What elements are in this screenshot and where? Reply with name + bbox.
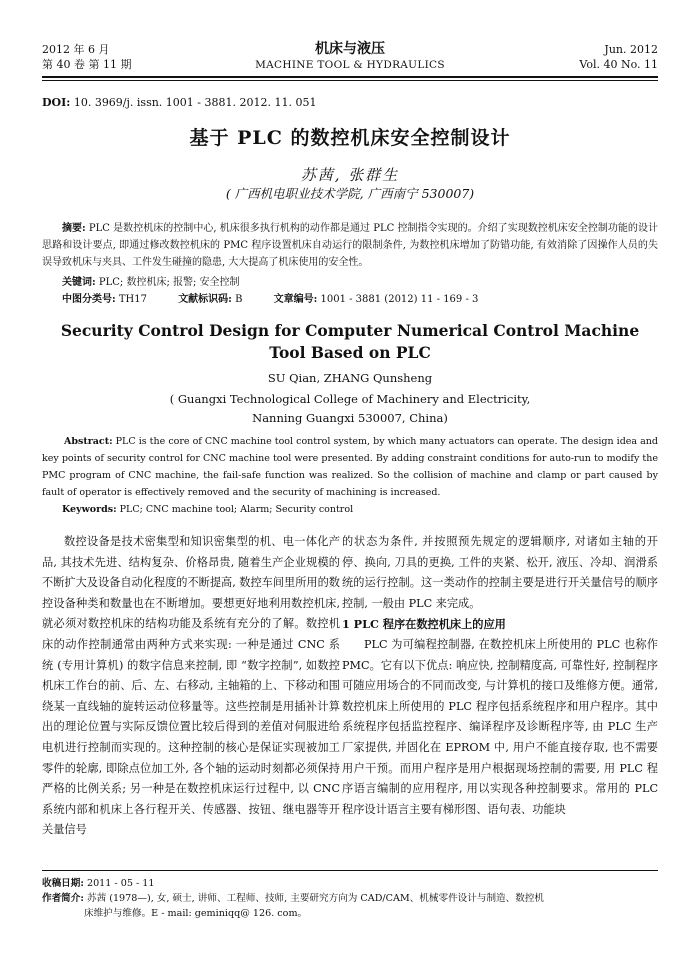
affiliation-en-line1: ( Guangxi Technological College of Machinery and Electricity,: [169, 392, 531, 406]
doc-code-label: 文献标识码:: [178, 294, 232, 305]
received-date: [42, 876, 658, 891]
author-bio: [42, 891, 658, 906]
author-bio-line2: 床维护与维修。E - mail: geminiqq@ 126. com。: [84, 908, 308, 919]
received-label: 收稿日期:: [42, 878, 84, 889]
keywords-cn-text: PLC; 数控机床; 报警; 安全控制: [95, 277, 240, 288]
footnote-rule: [42, 870, 658, 871]
body-column-left: [42, 532, 340, 841]
body-paragraph: 的状态为条件, 并按照预先规定的逻辑顺序, 对诸如主轴的开停、换向, 刀具的更换, 工件的夹紧、松开, 液压、冷却、润滑系统的运行控制。这一类动作的控制主要是进行开关量信号的顺序控制, 一般由 PLC 来完成。: [342, 535, 658, 610]
abstract-cn: [42, 220, 658, 271]
paper-title-cn: 基于 PLC 的数控机床安全控制设计: [189, 127, 511, 149]
affiliation-en: [0, 390, 700, 428]
keywords-en: [62, 502, 353, 518]
document-code: [178, 294, 256, 305]
affiliation-cn: ( 广西机电职业技术学院, 广西南宁 530007): [225, 186, 475, 201]
header-rule-thin: [42, 80, 658, 81]
doc-code-value: B: [231, 294, 243, 305]
section-heading: 1 PLC 程序在数控机床上的应用: [342, 617, 506, 632]
footnote: [42, 876, 658, 921]
keywords-en-text: PLC; CNC machine tool; Alarm; Security control: [116, 504, 354, 515]
keywords-en-label: Keywords:: [62, 504, 117, 515]
clc-value: TH17: [115, 294, 147, 305]
volume-en: Vol. 40 No. 11: [579, 58, 658, 71]
journal-name-en: MACHINE TOOL & HYDRAULICS: [255, 59, 445, 71]
title-en-line1: Security Control Design for Computer Numerical Control Machine: [60, 321, 640, 340]
title-en-line2: Tool Based on PLC: [269, 343, 431, 362]
abstract-en-label: Abstract:: [64, 436, 113, 447]
authors-cn: 苏茜, 张群生: [300, 166, 400, 184]
author-bio-label: 作者简介:: [42, 893, 84, 904]
body-column-right: [342, 532, 658, 820]
classification-line: [62, 291, 506, 308]
doi-line: [42, 96, 316, 109]
body-paragraph: 数控设备是技术密集型和知识密集型的机、电一体化产品, 其技术先进、结构复杂、价格昂贵, 随着生产企业规模的不断扩大及设备自动化程度的不断提高, 数控车间里所用的数控设备种类和数量也在不断增加。要想更好地利用数控机床, 就必须对数控机床的结构功能及系统有充分的了解。数控机床的动作控制通常由两种方式来实现: 一种是通过 CNC 系统 (专用计算机) 的数字信息来控制, 即 “数字控制”, 如数控机床工作台的前、后、左、右移动, 主轴箱的上、下移动和围绕某一直线轴的旋转运动位移量等。这些控制是用插补计算出的理论位置与实际反馈位置比较后得到的差值对伺服进给电机进行控制而实现的。这种控制的核心是保证实现被加工零件的轮廓, 即除点位加工外, 各个轴的运动时刻都必须保持严格的比例关系; 另一种是在数控机床运行过程中, 以 CNC 系统内部和机床上各行程开关、传感器、按钮、继电器等开关量信号: [42, 535, 340, 837]
paper-title-en: [0, 320, 700, 364]
header-rule-thick: [42, 76, 658, 78]
abstract-en: [42, 433, 658, 501]
authors-en: SU Qian, ZHANG Qunsheng: [267, 371, 433, 385]
article-label: 文章编号:: [273, 294, 318, 305]
abstract-cn-text: PLC 是数控机床的控制中心, 机床很多执行机构的动作都是通过 PLC 控制指令实现的。介绍了实现数控机床安全控制功能的设计思路和设计要点, 即通过修改数控机床的 PMC 程序设置机床自动运行的限制条件, 为数控机床增加了防错功能, 有效消除了因操作人员的失误导致机床与夹具、工件发生碰撞的隐患, 大大提高了机床使用的安全性。: [42, 223, 658, 268]
header-right: [579, 42, 658, 72]
doi-value[interactable]: 10. 3969/j. issn. 1001 - 3881. 2012. 11. 051: [70, 96, 317, 109]
keywords-cn: [62, 274, 240, 291]
abstract-cn-label: 摘要:: [62, 223, 86, 234]
issue-date-cn: 2012 年 6 月: [42, 43, 110, 56]
issue-date-en: Jun. 2012: [604, 43, 658, 56]
abstract-en-text: PLC is the core of CNC machine tool control system, by which many actuators can operate. The design idea and key points of security control for CNC machine tool were presented. By adding constraint conditions for auto-run to modify the PMC program of CNC machine, the fail-safe function was realized. So the collision of machine and clamp or part caused by fault of operator is effectively removed and the security of machining is increased.: [42, 436, 658, 498]
doi-label: DOI:: [42, 96, 71, 109]
journal-name-cn: 机床与液压: [315, 41, 385, 57]
received-value: 2011 - 05 - 11: [83, 878, 155, 889]
clc-label: 中图分类号:: [62, 294, 116, 305]
author-bio-line1: 苏茜 (1978—), 女, 硕士, 讲师、工程师、技师, 主要研究方向为 CAD/CAM、机械零件设计与制造、数控机: [83, 893, 545, 904]
article-value: 1001 - 3881 (2012) 11 - 169 - 3: [317, 294, 479, 305]
body-paragraph: PLC 为可编程控制器, 在数控机床上所使用的 PLC 也称作 PMC。它有以下优点: 响应快, 控制精度高, 可靠性好, 控制程序可随应用场合的不同而改变, 与计算机的接口及维修方便。通常, 数控机床上所使用的 PLC 程序包括系统程序和用户程序。其中系统程序包括监控程序、编译程序及诊断程序等, 由 PLC 生产厂家提供, 并固化在 EPROM 中, 用户不能直接存取, 也不需要用户干预。而用户程序是用户根据现场控制的需要, 用 PLC 程序语言编制的应用程序, 用以实现各种控制要求。常用的 PLC 程序设计语言主要有梯形图、语句表、功能块: [342, 637, 658, 816]
clc-number: [62, 294, 161, 305]
affiliation-en-line2: Nanning Guangxi 530007, China): [252, 411, 448, 425]
keywords-cn-label: 关键词:: [62, 277, 96, 288]
volume-cn: 第 40 卷 第 11 期: [42, 58, 132, 71]
article-number: [274, 294, 493, 305]
